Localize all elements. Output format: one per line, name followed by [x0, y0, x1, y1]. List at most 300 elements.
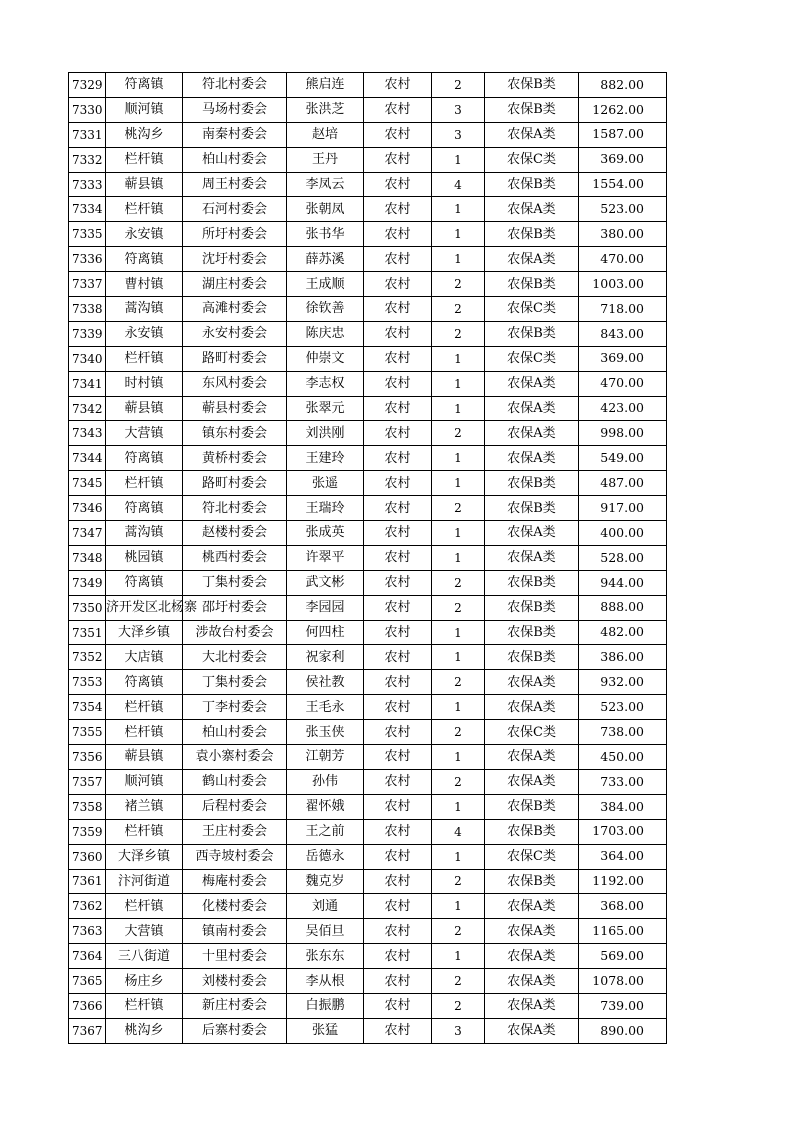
- village-committee-cell: 后程村委会: [183, 794, 287, 819]
- record-id: 7344: [69, 446, 106, 471]
- town-cell: 汴河街道: [106, 869, 183, 894]
- village-committee-cell: 梅庵村委会: [183, 869, 287, 894]
- household-size-cell: 2: [432, 321, 485, 346]
- household-size-cell: 2: [432, 919, 485, 944]
- insurance-category-cell: 农保B类: [485, 222, 579, 247]
- household-size-cell: 1: [432, 346, 485, 371]
- insurance-category-cell: 农保B类: [485, 73, 579, 98]
- village-committee-cell: 永安村委会: [183, 321, 287, 346]
- name-cell: 王丹: [287, 147, 364, 172]
- household-size-cell: 1: [432, 521, 485, 546]
- table-row: [69, 645, 667, 670]
- village-committee-cell: 石河村委会: [183, 197, 287, 222]
- insurance-category-cell: 农保A类: [485, 122, 579, 147]
- insurance-category-cell: 农保B类: [485, 172, 579, 197]
- name-cell: 李凤云: [287, 172, 364, 197]
- village-committee-cell: 十里村委会: [183, 944, 287, 969]
- table-row: [69, 346, 667, 371]
- village-committee-cell: 东风村委会: [183, 371, 287, 396]
- record-id: 7365: [69, 969, 106, 994]
- amount-cell: 523.00: [579, 695, 667, 720]
- household-size-cell: 4: [432, 172, 485, 197]
- table-row: [69, 869, 667, 894]
- area-type-cell: 农村: [364, 819, 432, 844]
- town-cell: 桃沟乡: [106, 1018, 183, 1043]
- area-type-cell: 农村: [364, 545, 432, 570]
- record-id: 7364: [69, 944, 106, 969]
- area-type-cell: 农村: [364, 371, 432, 396]
- table-row: [69, 222, 667, 247]
- table-row: [69, 73, 667, 98]
- village-committee-cell: 南秦村委会: [183, 122, 287, 147]
- amount-cell: 882.00: [579, 73, 667, 98]
- village-committee-cell: 刘楼村委会: [183, 969, 287, 994]
- village-committee-cell: 所圩村委会: [183, 222, 287, 247]
- area-type-cell: 农村: [364, 197, 432, 222]
- town-cell: 蒿沟镇: [106, 521, 183, 546]
- table-row: [69, 521, 667, 546]
- insurance-category-cell: 农保A类: [485, 371, 579, 396]
- village-committee-cell: 化楼村委会: [183, 894, 287, 919]
- town-cell: 时村镇: [106, 371, 183, 396]
- household-size-cell: 2: [432, 272, 485, 297]
- insurance-category-cell: 农保B类: [485, 794, 579, 819]
- household-size-cell: 1: [432, 197, 485, 222]
- household-size-cell: 1: [432, 446, 485, 471]
- town-cell: 三八街道: [106, 944, 183, 969]
- household-size-cell: 1: [432, 944, 485, 969]
- record-id: 7334: [69, 197, 106, 222]
- record-id: 7352: [69, 645, 106, 670]
- record-id: 7333: [69, 172, 106, 197]
- record-id: 7335: [69, 222, 106, 247]
- area-type-cell: 农村: [364, 247, 432, 272]
- village-committee-cell: 周王村委会: [183, 172, 287, 197]
- town-cell: 符离镇: [106, 496, 183, 521]
- name-cell: 祝家利: [287, 645, 364, 670]
- table-row: [69, 670, 667, 695]
- town-cell: 符离镇: [106, 670, 183, 695]
- table-row: [69, 919, 667, 944]
- table-row: [69, 570, 667, 595]
- village-committee-cell: 镇南村委会: [183, 919, 287, 944]
- name-cell: 陈庆忠: [287, 321, 364, 346]
- record-id: 7349: [69, 570, 106, 595]
- insurance-category-cell: 农保A类: [485, 197, 579, 222]
- household-size-cell: 2: [432, 73, 485, 98]
- table-row: [69, 844, 667, 869]
- amount-cell: 470.00: [579, 247, 667, 272]
- town-cell: 符离镇: [106, 570, 183, 595]
- name-cell: 李志权: [287, 371, 364, 396]
- table-row: [69, 1018, 667, 1043]
- town-cell: 符离镇: [106, 446, 183, 471]
- area-type-cell: 农村: [364, 969, 432, 994]
- name-cell: 张翠元: [287, 396, 364, 421]
- amount-cell: 1165.00: [579, 919, 667, 944]
- town-cell: 蕲县镇: [106, 745, 183, 770]
- village-committee-cell: 王庄村委会: [183, 819, 287, 844]
- record-id: 7367: [69, 1018, 106, 1043]
- name-cell: 张遥: [287, 471, 364, 496]
- area-type-cell: 农村: [364, 496, 432, 521]
- name-cell: 刘通: [287, 894, 364, 919]
- table-row: [69, 172, 667, 197]
- village-committee-cell: 路町村委会: [183, 346, 287, 371]
- record-id: 7332: [69, 147, 106, 172]
- insurance-category-cell: 农保A类: [485, 894, 579, 919]
- name-cell: 薛苏溪: [287, 247, 364, 272]
- name-cell: 岳德永: [287, 844, 364, 869]
- household-size-cell: 1: [432, 471, 485, 496]
- amount-cell: 386.00: [579, 645, 667, 670]
- name-cell: 吴佰旦: [287, 919, 364, 944]
- record-id: 7330: [69, 97, 106, 122]
- name-cell: 魏克岁: [287, 869, 364, 894]
- name-cell: 张玉侠: [287, 720, 364, 745]
- table-row: [69, 446, 667, 471]
- table-row: [69, 371, 667, 396]
- name-cell: 张朝凤: [287, 197, 364, 222]
- amount-cell: 888.00: [579, 595, 667, 620]
- insurance-category-cell: 农保B类: [485, 620, 579, 645]
- area-type-cell: 农村: [364, 869, 432, 894]
- town-cell: 蒿沟镇: [106, 297, 183, 322]
- area-type-cell: 农村: [364, 222, 432, 247]
- insurance-category-cell: 农保A类: [485, 745, 579, 770]
- name-cell: 何四柱: [287, 620, 364, 645]
- household-size-cell: 3: [432, 1018, 485, 1043]
- amount-cell: 470.00: [579, 371, 667, 396]
- town-cell: 栏杆镇: [106, 720, 183, 745]
- amount-cell: 384.00: [579, 794, 667, 819]
- insurance-category-cell: 农保A类: [485, 446, 579, 471]
- record-id: 7351: [69, 620, 106, 645]
- area-type-cell: 农村: [364, 421, 432, 446]
- name-cell: 王之前: [287, 819, 364, 844]
- household-size-cell: 2: [432, 595, 485, 620]
- amount-cell: 369.00: [579, 147, 667, 172]
- amount-cell: 1703.00: [579, 819, 667, 844]
- area-type-cell: 农村: [364, 521, 432, 546]
- amount-cell: 738.00: [579, 720, 667, 745]
- household-size-cell: 2: [432, 496, 485, 521]
- record-id: 7359: [69, 819, 106, 844]
- village-committee-cell: 符北村委会: [183, 73, 287, 98]
- household-size-cell: 2: [432, 670, 485, 695]
- town-cell: 大泽乡镇: [106, 620, 183, 645]
- town-cell: 大营镇: [106, 919, 183, 944]
- town-cell: 桃园镇: [106, 545, 183, 570]
- record-id: 7340: [69, 346, 106, 371]
- town-cell: 符离镇: [106, 73, 183, 98]
- table-row: [69, 894, 667, 919]
- insurance-category-cell: 农保A类: [485, 1018, 579, 1043]
- insurance-category-cell: 农保B类: [485, 819, 579, 844]
- household-size-cell: 1: [432, 794, 485, 819]
- village-committee-cell: 蕲县村委会: [183, 396, 287, 421]
- record-id: 7342: [69, 396, 106, 421]
- record-id: 7336: [69, 247, 106, 272]
- area-type-cell: 农村: [364, 993, 432, 1018]
- household-size-cell: 3: [432, 97, 485, 122]
- town-cell: 桃沟乡: [106, 122, 183, 147]
- amount-cell: 549.00: [579, 446, 667, 471]
- insurance-category-cell: 农保A类: [485, 670, 579, 695]
- record-id: 7366: [69, 993, 106, 1018]
- table-row: [69, 545, 667, 570]
- name-cell: 仲崇文: [287, 346, 364, 371]
- household-size-cell: 2: [432, 297, 485, 322]
- village-committee-cell: 柏山村委会: [183, 147, 287, 172]
- record-id: 7331: [69, 122, 106, 147]
- amount-cell: 487.00: [579, 471, 667, 496]
- area-type-cell: 农村: [364, 1018, 432, 1043]
- household-size-cell: 1: [432, 247, 485, 272]
- records-table: [68, 72, 667, 1044]
- household-size-cell: 2: [432, 869, 485, 894]
- village-committee-cell: 镇东村委会: [183, 421, 287, 446]
- record-id: 7360: [69, 844, 106, 869]
- insurance-category-cell: 农保B类: [485, 97, 579, 122]
- amount-cell: 523.00: [579, 197, 667, 222]
- village-committee-cell: 柏山村委会: [183, 720, 287, 745]
- record-id: 7356: [69, 745, 106, 770]
- amount-cell: 423.00: [579, 396, 667, 421]
- name-cell: 王毛永: [287, 695, 364, 720]
- amount-cell: 569.00: [579, 944, 667, 969]
- insurance-category-cell: 农保C类: [485, 844, 579, 869]
- insurance-category-cell: 农保A类: [485, 421, 579, 446]
- village-committee-cell: 西寺坡村委会: [183, 844, 287, 869]
- insurance-category-cell: 农保A类: [485, 247, 579, 272]
- village-committee-cell: 袁小寨村委会: [183, 745, 287, 770]
- insurance-category-cell: 农保A类: [485, 695, 579, 720]
- household-size-cell: 1: [432, 222, 485, 247]
- record-id: 7343: [69, 421, 106, 446]
- area-type-cell: 农村: [364, 620, 432, 645]
- record-id: 7341: [69, 371, 106, 396]
- table-row: [69, 745, 667, 770]
- household-size-cell: 2: [432, 769, 485, 794]
- household-size-cell: 1: [432, 894, 485, 919]
- name-cell: 熊启连: [287, 73, 364, 98]
- table-row: [69, 496, 667, 521]
- household-size-cell: 3: [432, 122, 485, 147]
- area-type-cell: 农村: [364, 844, 432, 869]
- table-row: [69, 993, 667, 1018]
- record-id: 7347: [69, 521, 106, 546]
- name-cell: 许翠平: [287, 545, 364, 570]
- area-type-cell: 农村: [364, 346, 432, 371]
- village-committee-cell: 桃西村委会: [183, 545, 287, 570]
- insurance-category-cell: 农保B类: [485, 570, 579, 595]
- amount-cell: 369.00: [579, 346, 667, 371]
- area-type-cell: 农村: [364, 794, 432, 819]
- town-cell: 栏杆镇: [106, 471, 183, 496]
- insurance-category-cell: 农保C类: [485, 346, 579, 371]
- table-row: [69, 321, 667, 346]
- area-type-cell: 农村: [364, 720, 432, 745]
- amount-cell: 843.00: [579, 321, 667, 346]
- area-type-cell: 农村: [364, 272, 432, 297]
- town-cell: 栏杆镇: [106, 819, 183, 844]
- table-row: [69, 396, 667, 421]
- town-cell: 栏杆镇: [106, 993, 183, 1018]
- record-id: 7350: [69, 595, 106, 620]
- insurance-category-cell: 农保A类: [485, 545, 579, 570]
- amount-cell: 998.00: [579, 421, 667, 446]
- amount-cell: 1262.00: [579, 97, 667, 122]
- area-type-cell: 农村: [364, 745, 432, 770]
- household-size-cell: 2: [432, 993, 485, 1018]
- amount-cell: 1192.00: [579, 869, 667, 894]
- table-row: [69, 297, 667, 322]
- table-row: [69, 272, 667, 297]
- town-cell: 曹村镇: [106, 272, 183, 297]
- area-type-cell: 农村: [364, 446, 432, 471]
- insurance-category-cell: 农保B类: [485, 645, 579, 670]
- name-cell: 张东东: [287, 944, 364, 969]
- town-cell: 符离镇: [106, 247, 183, 272]
- household-size-cell: 1: [432, 396, 485, 421]
- amount-cell: 450.00: [579, 745, 667, 770]
- household-size-cell: 1: [432, 645, 485, 670]
- record-id: 7355: [69, 720, 106, 745]
- insurance-category-cell: 农保B类: [485, 321, 579, 346]
- name-cell: 李从根: [287, 969, 364, 994]
- record-id: 7345: [69, 471, 106, 496]
- town-cell: 杨庄乡: [106, 969, 183, 994]
- village-committee-cell: 丁李村委会: [183, 695, 287, 720]
- household-size-cell: 2: [432, 720, 485, 745]
- town-cell: 栏杆镇: [106, 147, 183, 172]
- amount-cell: 1554.00: [579, 172, 667, 197]
- amount-cell: 944.00: [579, 570, 667, 595]
- insurance-category-cell: 农保A类: [485, 769, 579, 794]
- name-cell: 赵培: [287, 122, 364, 147]
- area-type-cell: 农村: [364, 670, 432, 695]
- amount-cell: 718.00: [579, 297, 667, 322]
- town-cell: 蕲县镇: [106, 172, 183, 197]
- village-committee-cell: 湖庄村委会: [183, 272, 287, 297]
- town-cell: 永安镇: [106, 222, 183, 247]
- name-cell: 李园园: [287, 595, 364, 620]
- name-cell: 张书华: [287, 222, 364, 247]
- town-cell: 顺河镇: [106, 97, 183, 122]
- town-cell: 大泽乡镇: [106, 844, 183, 869]
- amount-cell: 368.00: [579, 894, 667, 919]
- record-id: 7353: [69, 670, 106, 695]
- name-cell: 白振鹏: [287, 993, 364, 1018]
- record-id: 7329: [69, 73, 106, 98]
- name-cell: 张洪芝: [287, 97, 364, 122]
- household-size-cell: 1: [432, 844, 485, 869]
- insurance-category-cell: 农保B类: [485, 496, 579, 521]
- table-row: [69, 769, 667, 794]
- area-type-cell: 农村: [364, 73, 432, 98]
- town-cell: 顺河镇: [106, 769, 183, 794]
- amount-cell: 400.00: [579, 521, 667, 546]
- area-type-cell: 农村: [364, 919, 432, 944]
- village-committee-cell: 路町村委会: [183, 471, 287, 496]
- household-size-cell: 1: [432, 371, 485, 396]
- insurance-category-cell: 农保A类: [485, 521, 579, 546]
- name-cell: 王成顺: [287, 272, 364, 297]
- name-cell: 徐钦善: [287, 297, 364, 322]
- household-size-cell: 1: [432, 147, 485, 172]
- household-size-cell: 1: [432, 695, 485, 720]
- table-row: [69, 122, 667, 147]
- insurance-category-cell: 农保A类: [485, 969, 579, 994]
- table-row: [69, 421, 667, 446]
- area-type-cell: 农村: [364, 471, 432, 496]
- village-committee-cell: 新庄村委会: [183, 993, 287, 1018]
- town-cell: 栏杆镇: [106, 346, 183, 371]
- insurance-category-cell: 农保A类: [485, 944, 579, 969]
- insurance-category-cell: 农保A类: [485, 993, 579, 1018]
- table-row: [69, 595, 667, 620]
- name-cell: 王建玲: [287, 446, 364, 471]
- insurance-category-cell: 农保B类: [485, 595, 579, 620]
- record-id: 7361: [69, 869, 106, 894]
- insurance-category-cell: 农保C类: [485, 147, 579, 172]
- amount-cell: 932.00: [579, 670, 667, 695]
- amount-cell: 1587.00: [579, 122, 667, 147]
- insurance-category-cell: 农保A类: [485, 396, 579, 421]
- town-cell: 永安镇: [106, 321, 183, 346]
- town-cell: 栏杆镇: [106, 894, 183, 919]
- amount-cell: 917.00: [579, 496, 667, 521]
- amount-cell: 890.00: [579, 1018, 667, 1043]
- table-row: [69, 197, 667, 222]
- amount-cell: 364.00: [579, 844, 667, 869]
- record-id: 7348: [69, 545, 106, 570]
- household-size-cell: 4: [432, 819, 485, 844]
- table-row: [69, 720, 667, 745]
- name-cell: 张成英: [287, 521, 364, 546]
- table-row: [69, 620, 667, 645]
- area-type-cell: 农村: [364, 396, 432, 421]
- town-cell: 大营镇: [106, 421, 183, 446]
- household-size-cell: 1: [432, 745, 485, 770]
- amount-cell: 1003.00: [579, 272, 667, 297]
- area-type-cell: 农村: [364, 297, 432, 322]
- table-row: [69, 471, 667, 496]
- table-row: [69, 794, 667, 819]
- village-committee-cell: 黄桥村委会: [183, 446, 287, 471]
- name-cell: 江朝芳: [287, 745, 364, 770]
- area-type-cell: 农村: [364, 321, 432, 346]
- area-type-cell: 农村: [364, 645, 432, 670]
- table-row: [69, 97, 667, 122]
- insurance-category-cell: 农保C类: [485, 720, 579, 745]
- area-type-cell: 农村: [364, 695, 432, 720]
- amount-cell: 733.00: [579, 769, 667, 794]
- area-type-cell: 农村: [364, 172, 432, 197]
- area-type-cell: 农村: [364, 147, 432, 172]
- town-cell: 蕲县镇: [106, 396, 183, 421]
- household-size-cell: 2: [432, 421, 485, 446]
- record-id: 7338: [69, 297, 106, 322]
- table-row: [69, 695, 667, 720]
- town-cell: 褚兰镇: [106, 794, 183, 819]
- record-id: 7346: [69, 496, 106, 521]
- area-type-cell: 农村: [364, 769, 432, 794]
- area-type-cell: 农村: [364, 894, 432, 919]
- amount-cell: 1078.00: [579, 969, 667, 994]
- table-row: [69, 944, 667, 969]
